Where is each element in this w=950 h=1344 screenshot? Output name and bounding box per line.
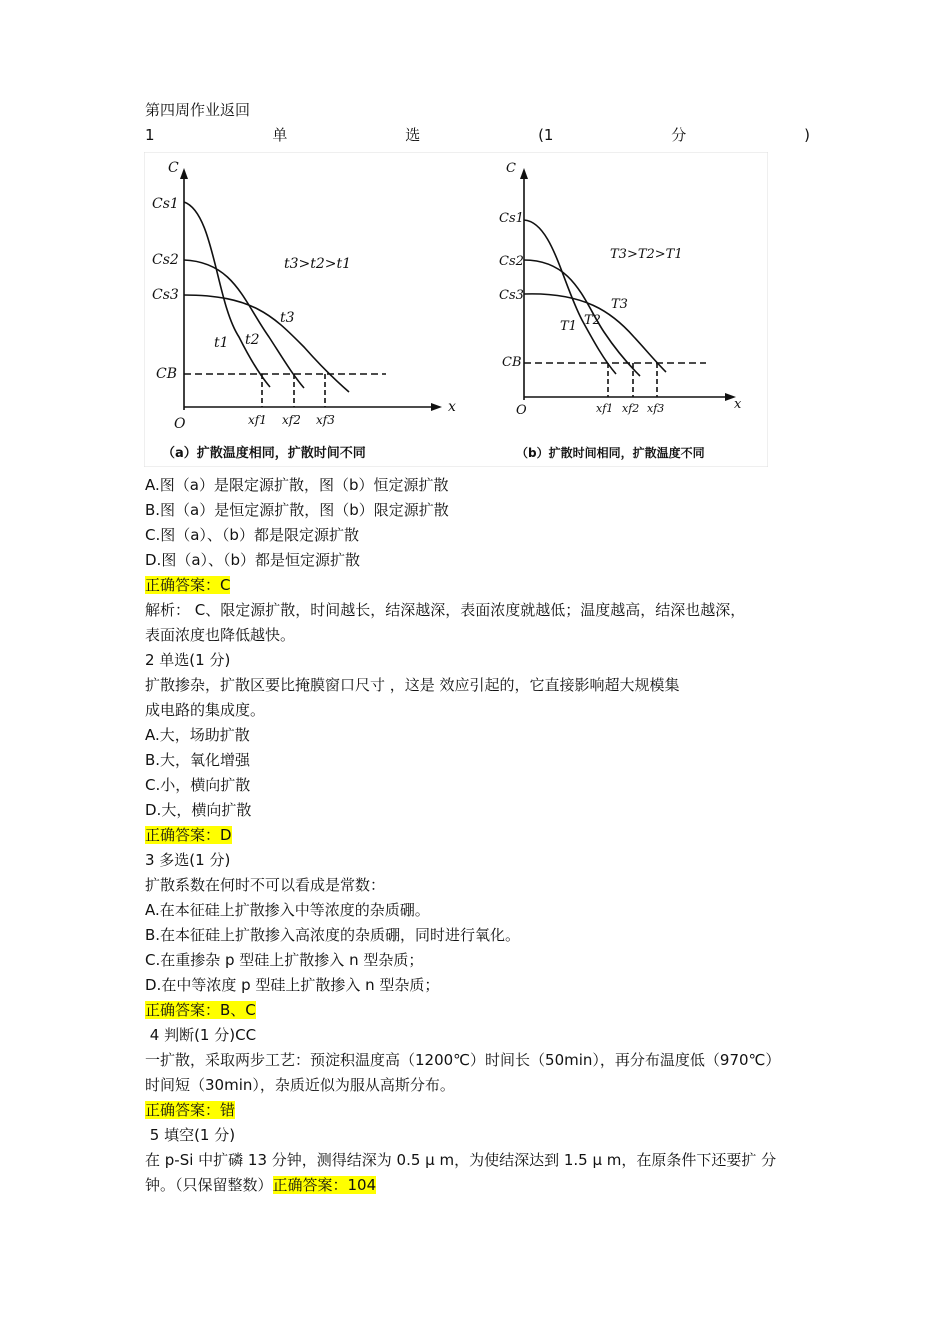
q4-title: 4 判断(1 分)CC: [145, 1026, 257, 1044]
document-content: [145, 98, 810, 1198]
figure-frame: [144, 152, 768, 467]
q3-option-c[interactable]: C.在重掺杂 p 型硅上扩散掺入 n 型杂质；: [145, 951, 424, 969]
panel-a-caption: （a）扩散温度相同，扩散时间不同: [162, 446, 366, 461]
q4-stem-line-1: 一扩散，采取两步工艺：预淀积温度高（1200℃）时间长（50min），再分布温度低（970℃）: [145, 1051, 781, 1069]
panel-b-cs3-label: Cs3: [499, 288, 524, 303]
q3-title: 3 多选(1 分): [145, 851, 231, 869]
panel-a-cs1-label: Cs1: [152, 196, 179, 212]
q5-title: 5 填空(1 分): [145, 1126, 236, 1144]
panel-b-cs2-label: Cs2: [499, 254, 524, 269]
q5-stem-line-2-row: [145, 1173, 810, 1198]
q5-answer: 正确答案：104: [272, 1176, 377, 1194]
q1-score-c: ): [804, 126, 810, 144]
panel-b-T1-label: T1: [560, 319, 577, 334]
q1-type-a: 单: [272, 126, 288, 144]
panel-a-axis-y-label: C: [168, 160, 179, 176]
panel-b-xf2-label: xf2: [622, 402, 640, 415]
q1-type-b: 选: [405, 126, 421, 144]
panel-a-relation-label: t3>t2>t1: [284, 256, 352, 272]
q5-stem-line-2: 钟。（只保留整数）: [145, 1176, 273, 1194]
panel-b-cb-label: CB: [502, 355, 522, 370]
q1-header: [145, 123, 810, 148]
panel-a-t3-label: t3: [280, 310, 295, 326]
q2-option-d[interactable]: D.大，横向扩散: [145, 801, 252, 819]
q1-number: 1: [145, 126, 155, 144]
q1-analysis-line-1: 解析： C、限定源扩散，时间越长，结深越深，表面浓度就越低；温度越高，结深也越深，: [145, 601, 746, 619]
q3-answer: 正确答案：B、C: [145, 1001, 256, 1019]
panel-b-relation-label: T3>T2>T1: [610, 247, 683, 262]
q1-score-b: 分: [671, 126, 687, 144]
q5-stem-line-1: 在 p-Si 中扩磷 13 分钟，测得结深为 0.5 μ m，为使结深达到 1.5 μ m，在原条件下还要扩 分: [145, 1151, 777, 1169]
panel-b-T2-label: T2: [584, 313, 601, 328]
panel-a-xf3-label: xf3: [316, 413, 335, 427]
panel-a-origin-label: O: [174, 416, 186, 432]
q1-option-d[interactable]: D.图（a）、（b）都是恒定源扩散: [145, 551, 361, 569]
panel-a-xf1-label: xf1: [248, 413, 267, 427]
panel-a-t1-label: t1: [214, 335, 229, 351]
q1-score-a: (1: [538, 126, 554, 144]
panel-a-cs2-label: Cs2: [152, 252, 179, 268]
q3-option-d[interactable]: D.在中等浓度 p 型硅上扩散掺入 n 型杂质；: [145, 976, 440, 994]
page-title: 第四周作业返回: [145, 101, 251, 119]
diffusion-figure: [144, 152, 810, 467]
q3-option-a[interactable]: A.在本征硅上扩散掺入中等浓度的杂质硼。: [145, 901, 430, 919]
q4-answer: 正确答案：错: [145, 1101, 236, 1119]
q1-option-c[interactable]: C.图（a）、（b）都是限定源扩散: [145, 526, 359, 544]
q2-option-b[interactable]: B.大，氧化增强: [145, 751, 251, 769]
q1-option-b[interactable]: B.图（a）是恒定源扩散，图（b）限定源扩散: [145, 501, 449, 519]
panel-b-cs1-label: Cs1: [499, 211, 524, 226]
q1-option-a[interactable]: A.图（a）是限定源扩散，图（b）恒定源扩散: [145, 476, 449, 494]
panel-a-cs3-label: Cs3: [152, 287, 179, 303]
q2-stem-line-1: 扩散掺杂，扩散区要比掩膜窗口尺寸 ，这是 效应引起的，它直接影响超大规模集: [145, 676, 680, 694]
q2-title: 2 单选(1 分): [145, 651, 231, 669]
q1-analysis-line-2: 表面浓度也降低越快。: [145, 626, 296, 644]
panel-b-T3-label: T3: [611, 297, 628, 312]
panel-a-cb-label: CB: [156, 366, 177, 382]
panel-b-caption: （b）扩散时间相同，扩散温度不同: [516, 446, 705, 460]
panel-a-t2-label: t2: [245, 332, 260, 348]
q2-stem-line-2: 成电路的集成度。: [145, 701, 266, 719]
q1-answer: 正确答案：C: [145, 576, 231, 594]
q2-answer: 正确答案：D: [145, 826, 232, 844]
panel-b-axis-y-label: C: [506, 161, 516, 176]
q3-option-b[interactable]: B.在本征硅上扩散掺入高浓度的杂质硼，同时进行氧化。: [145, 926, 521, 944]
q2-option-c[interactable]: C.小，横向扩散: [145, 776, 251, 794]
panel-b-xf1-label: xf1: [596, 402, 614, 415]
panel-b-xf3-label: xf3: [647, 402, 665, 415]
panel-a-xf2-label: xf2: [282, 413, 301, 427]
panel-b-origin-label: O: [516, 403, 527, 418]
q3-stem: 扩散系数在何时不可以看成是常数：: [145, 876, 386, 894]
panel-a-axis-x-label: x: [448, 399, 456, 415]
panel-b-axis-x-label: x: [734, 397, 742, 412]
diffusion-figure-svg: [144, 152, 768, 467]
q4-stem-line-2: 时间短（30min），杂质近似为服从高斯分布。: [145, 1076, 455, 1094]
q2-option-a[interactable]: A.大，场助扩散: [145, 726, 250, 744]
